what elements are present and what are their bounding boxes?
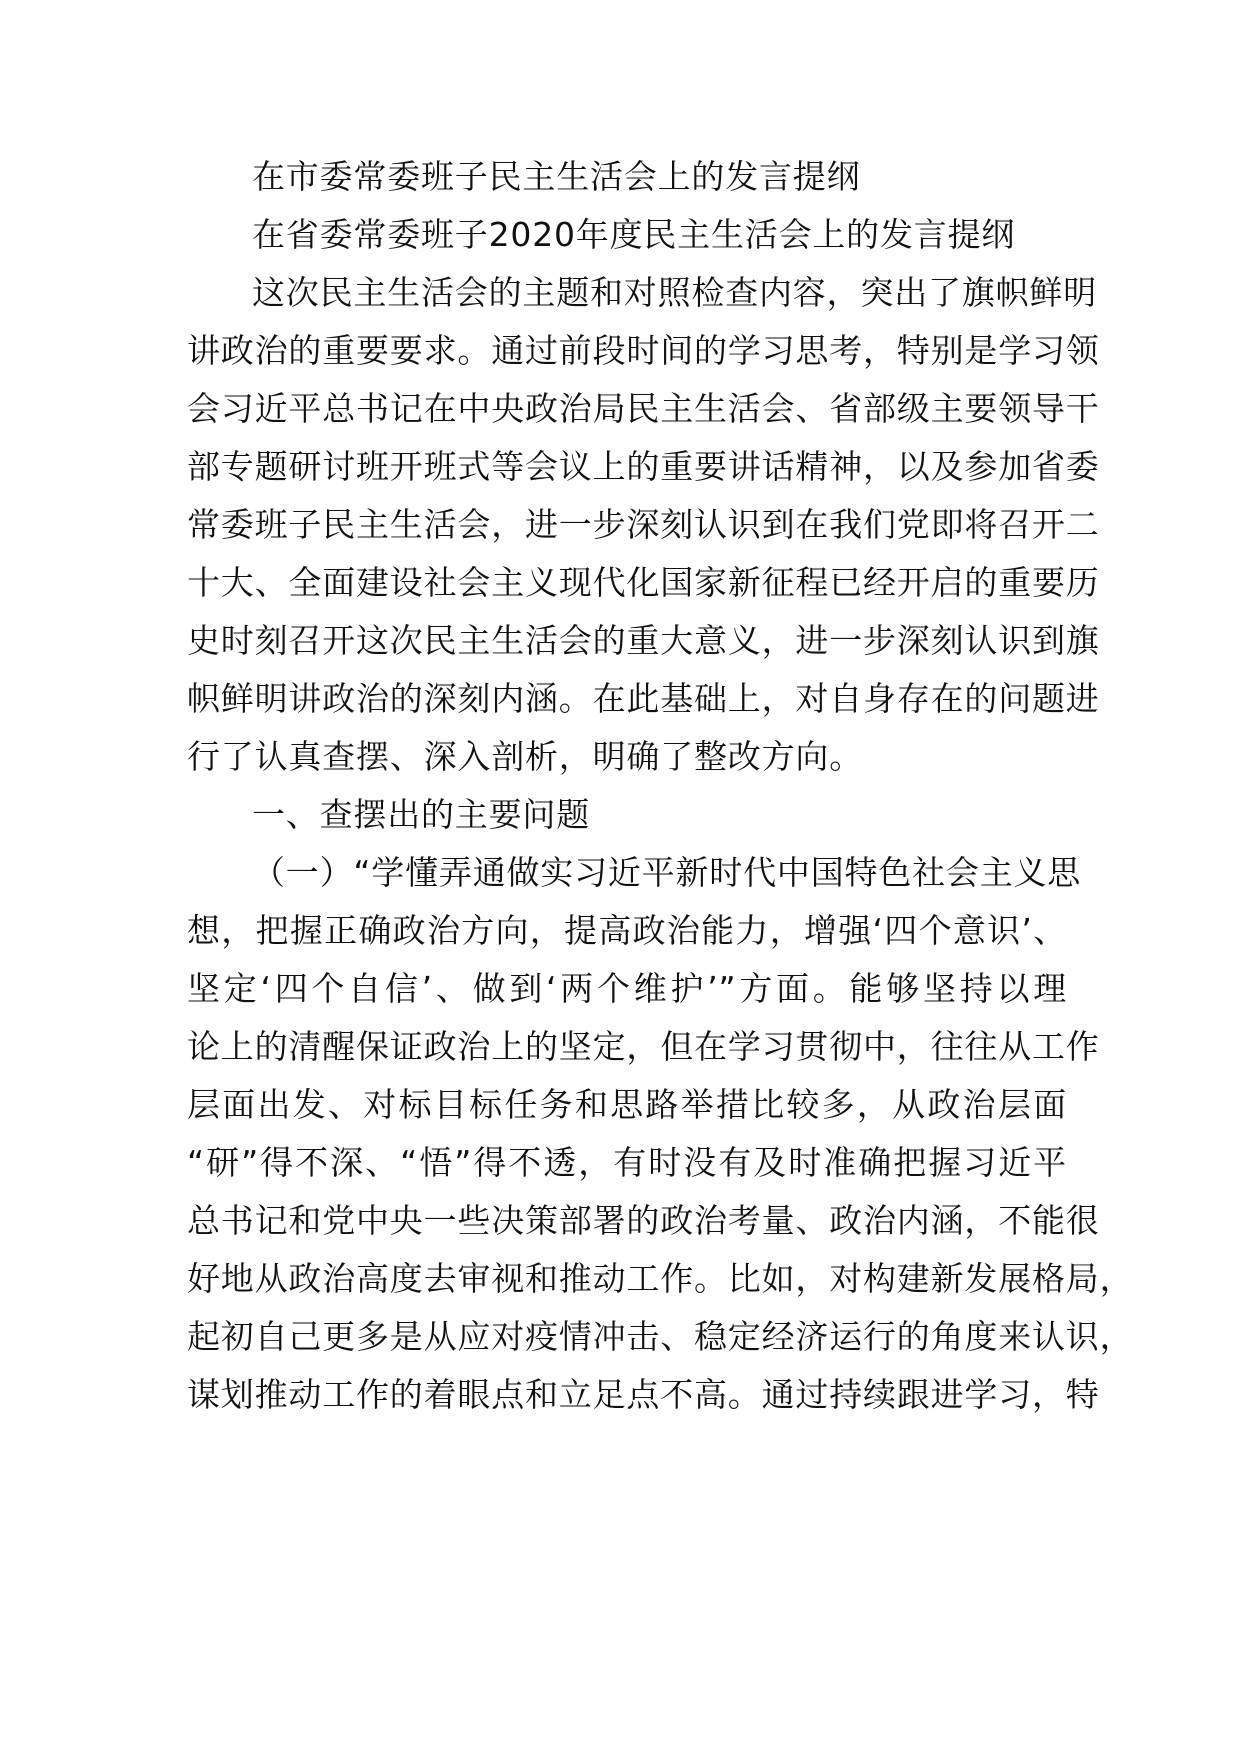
body-line: 想，把握正确政治方向，提高政治能力，增强‘四个意识’、 <box>187 911 1067 950</box>
intro-line: 这次民主生活会的主题和对照检查内容，突出了旗帜鲜明 <box>252 273 1097 312</box>
intro-line: 史时刻召开这次民主生活会的重大意义，进一步深刻认识到旗 <box>187 621 1100 660</box>
body-line: 好地从政治高度去审视和推动工作。比如，对构建新发展格局， <box>187 1259 1134 1298</box>
document-title-1: 在市委常委班子民主生活会上的发言提纲 <box>252 157 861 196</box>
intro-line: 十大、全面建设社会主义现代化国家新征程已经开启的重要历 <box>187 563 1100 602</box>
body-line: 起初自己更多是从应对疫情冲击、稳定经济运行的角度来认识， <box>187 1317 1134 1356</box>
intro-line: 会习近平总书记在中央政治局民主生活会、省部级主要领导干 <box>187 389 1100 428</box>
body-line: 论上的清醒保证政治上的坚定，但在学习贯彻中，往往从工作 <box>187 1027 1100 1066</box>
body-line: 谋划推动工作的着眼点和立足点不高。通过持续跟进学习，特 <box>187 1375 1100 1414</box>
intro-line: 行了认真查摆、深入剖析，明确了整改方向。 <box>187 737 863 776</box>
document-title-2: 在省委常委班子2020年度民主生活会上的发言提纲 <box>252 215 1016 254</box>
intro-line: 部专题研讨班开班式等会议上的重要讲话精神，以及参加省委 <box>187 447 1100 486</box>
body-line: 坚定‘四个自信’、做到‘两个维护’”方面。能够坚持以理 <box>187 969 1067 1008</box>
body-line: 总书记和党中央一些决策部署的政治考量、政治内涵，不能很 <box>187 1201 1100 1240</box>
body-line: 层面出发、对标目标任务和思路举措比较多，从政治层面 <box>187 1085 1067 1124</box>
intro-line: 讲政治的重要要求。通过前段时间的学习思考，特别是学习领 <box>187 331 1100 370</box>
body-line: “研”得不深、“悟”得不透，有时没有及时准确把握习近平 <box>187 1143 1067 1182</box>
section-heading: 一、查摆出的主要问题 <box>252 795 590 834</box>
intro-line: 帜鲜明讲政治的深刻内涵。在此基础上，对自身存在的问题进 <box>187 679 1100 718</box>
body-line: （一）“学懂弄通做实习近平新时代中国特色社会主义思 <box>252 853 1082 892</box>
intro-line: 常委班子民主生活会，进一步深刻认识到在我们党即将召开二 <box>187 505 1100 544</box>
